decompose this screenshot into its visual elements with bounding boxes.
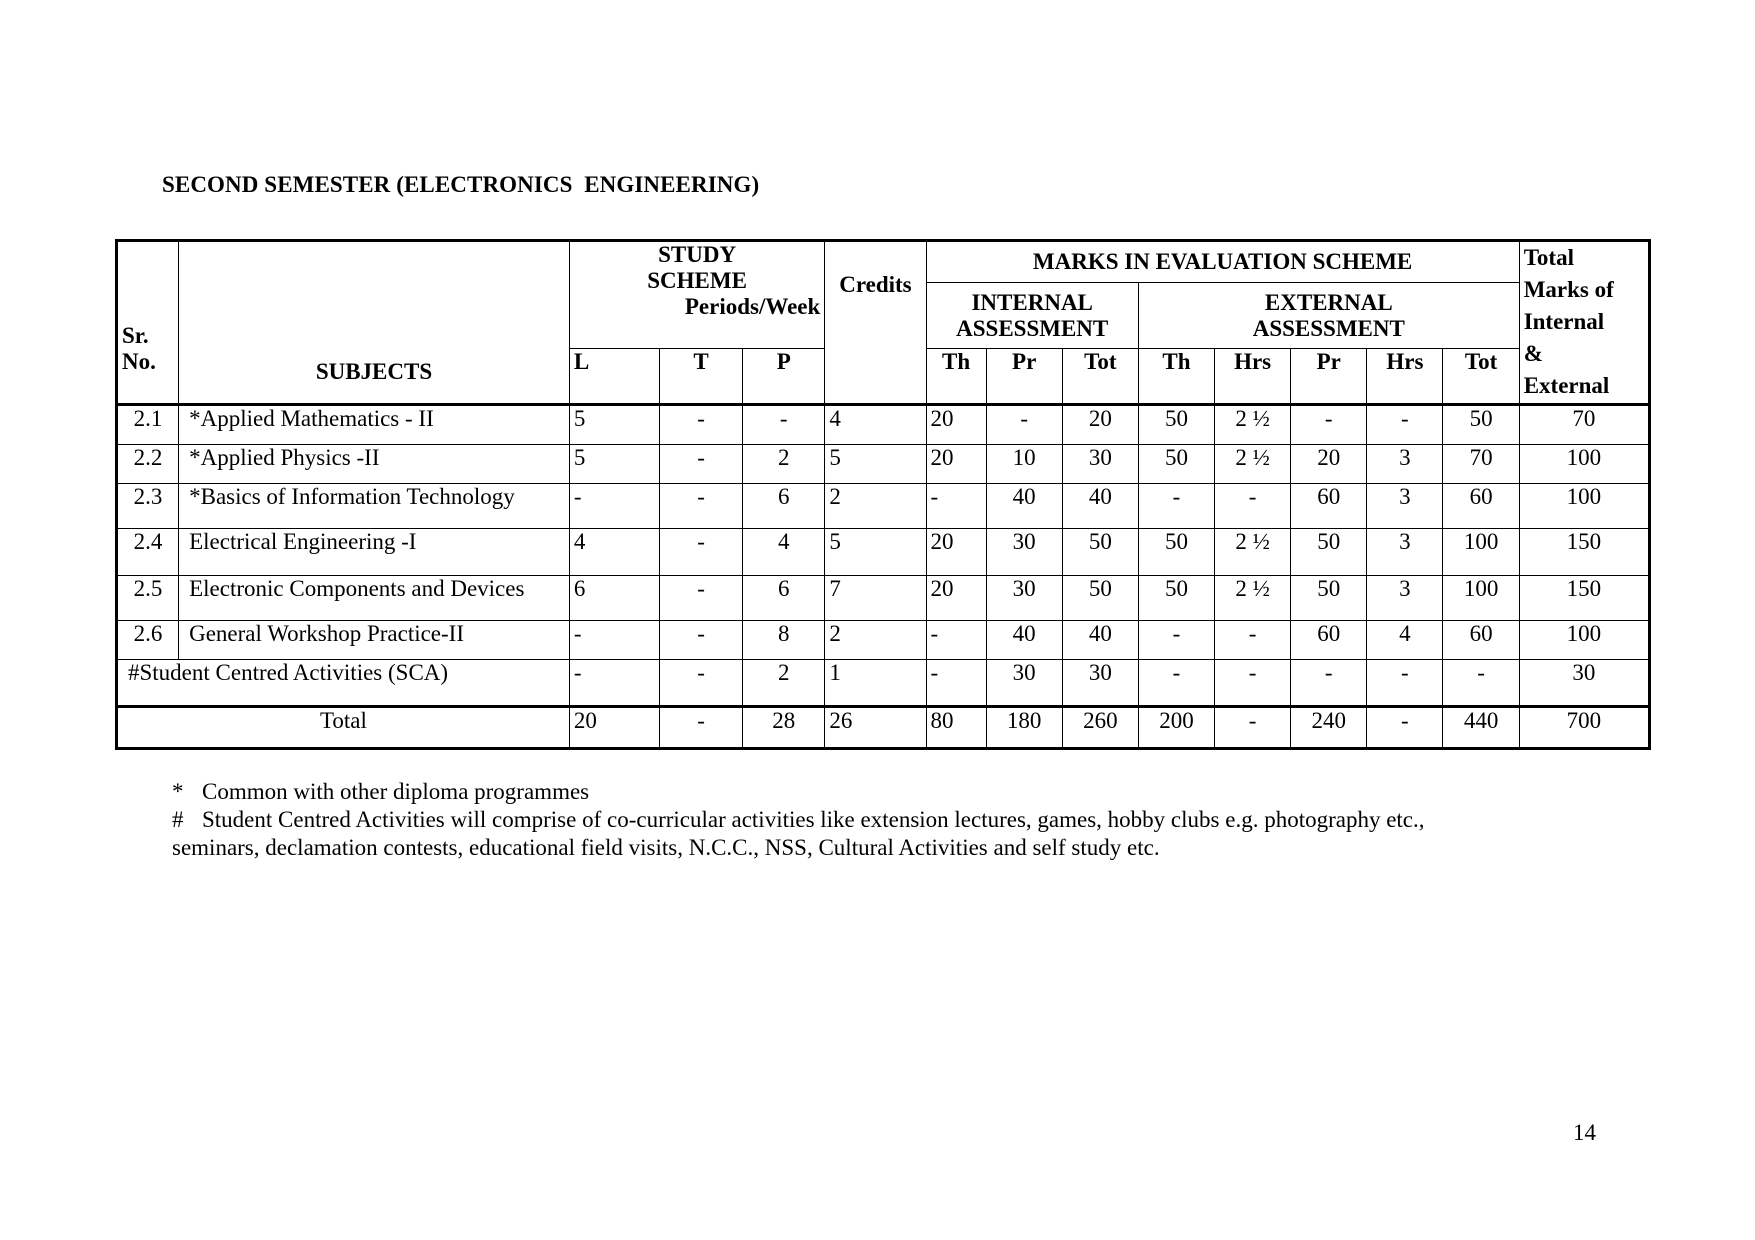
int-th-header: Th <box>926 349 986 405</box>
footnote-sca-continuation: seminars, declamation contests, educational field visits, N.C.C., NSS, Cultural Activities and self study etc. <box>172 835 1160 860</box>
footnotes <box>172 778 1572 862</box>
ext-tot-header: Tot <box>1443 349 1519 405</box>
footnote-common: * Common with other diploma programmes <box>172 779 590 804</box>
table-row: 2.1 *Applied Mathematics - II 5 - - 4 20 - 20 50 2 ½ - - 50 70 <box>117 405 1650 445</box>
int-tot-header: Tot <box>1062 349 1138 405</box>
table-row: 2.3 *Basics of Information Technology - - 6 2 - 40 40 - - 60 3 60 100 <box>117 484 1650 529</box>
table-row: 2.2 *Applied Physics -II 5 - 2 5 20 10 30 50 2 ½ 20 3 70 100 <box>117 445 1650 484</box>
sr-no-header: Sr. No. <box>117 241 179 405</box>
external-assessment-header: EXTERNAL ASSESSMENT <box>1138 283 1519 349</box>
table-row: 2.4 Electrical Engineering -I 4 - 4 5 20 30 50 50 2 ½ 50 3 100 150 <box>117 529 1650 576</box>
ext-hrs-header-2: Hrs <box>1367 349 1443 405</box>
ext-hrs-header: Hrs <box>1215 349 1291 405</box>
col-t-header: T <box>660 349 743 405</box>
evaluation-scheme-table <box>115 239 1651 750</box>
sca-row: #Student Centred Activities (SCA) - - 2 1 - 30 30 - - - - - 30 <box>117 660 1650 707</box>
col-p-header: P <box>743 349 825 405</box>
subjects-header: SUBJECTS <box>179 241 570 405</box>
marks-evaluation-header: MARKS IN EVALUATION SCHEME <box>926 241 1519 283</box>
credits-header: Credits <box>825 241 926 405</box>
table-row: 2.5 Electronic Components and Devices 6 - 6 7 20 30 50 50 2 ½ 50 3 100 150 <box>117 576 1650 621</box>
study-scheme-header: STUDY SCHEME Periods/Week <box>569 241 824 349</box>
footnote-sca: # Student Centred Activities will comprise of co-curricular activities like extension lectures, games, hobby clubs e.g. photography etc., <box>172 807 1425 832</box>
internal-assessment-header: INTERNAL ASSESSMENT <box>926 283 1138 349</box>
int-pr-header: Pr <box>986 349 1062 405</box>
page-title: SECOND SEMESTER (ELECTRONICS ENGINEERING) <box>162 172 760 197</box>
page-number: 14 <box>1573 1120 1596 1145</box>
table-row: 2.6 General Workshop Practice-II - - 8 2 - 40 40 - - 60 4 60 100 <box>117 621 1650 660</box>
col-l-header: L <box>569 349 659 405</box>
ext-th-header: Th <box>1138 349 1214 405</box>
ext-pr-header: Pr <box>1291 349 1367 405</box>
total-row: Total 20 - 28 26 80 180 260 200 - 240 - 440 700 <box>117 707 1650 749</box>
total-marks-header: Total Marks of Internal & External <box>1519 241 1649 405</box>
